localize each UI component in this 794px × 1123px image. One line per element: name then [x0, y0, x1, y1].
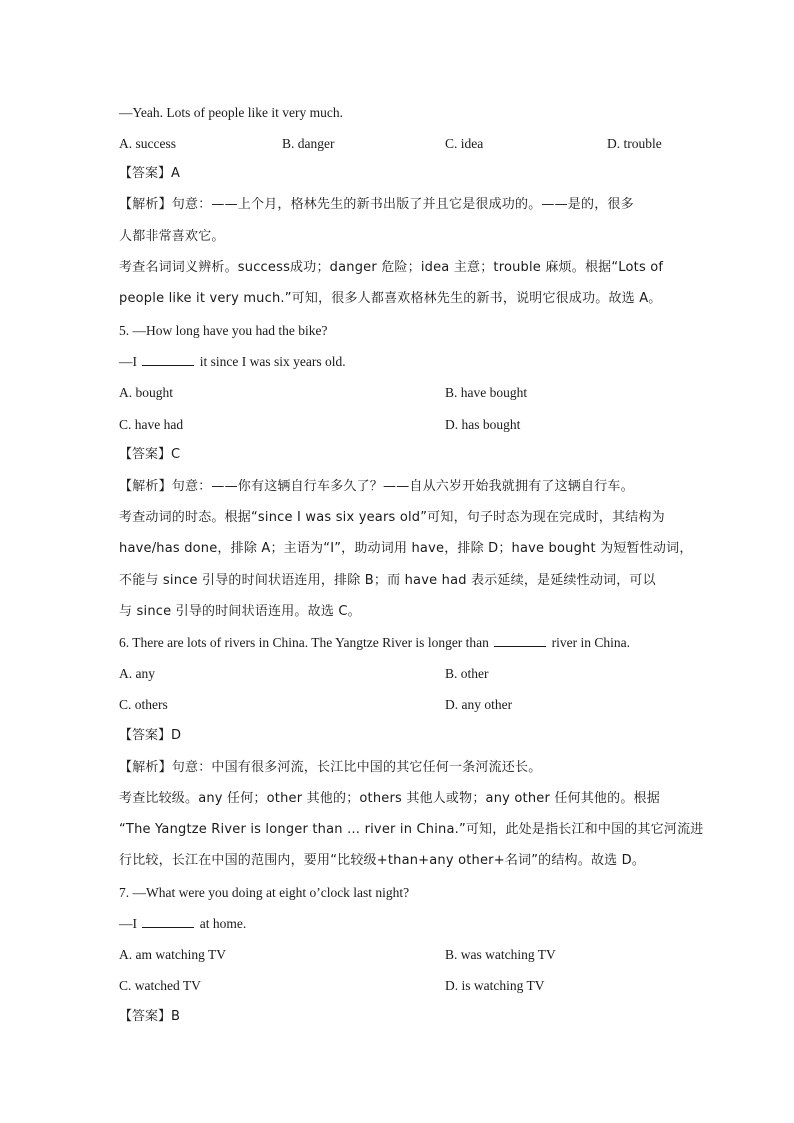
q4-dialog-b: —Yeah. Lots of people like it very much.	[119, 105, 343, 120]
q4-analysis-line: people like it very much.”可知，很多人都喜欢格林先生的新书，说明它很成功。故选 A。	[119, 291, 662, 306]
q4-analysis-line: 【解析】句意：——上个月，格林先生的新书出版了并且它是很成功的。——是的，很多	[119, 197, 634, 212]
q6-analysis-line: 考查比较级。any 任何；other 其他的；others 其他人或物；any other 任何其他的。根据	[119, 791, 660, 806]
q7-dialog-b-post: at home.	[199, 916, 247, 931]
q4-answer: 【答案】A	[119, 166, 180, 181]
q6-stem-pre: 6. There are lots of rivers in China. The Yangtze River is longer than	[119, 635, 489, 650]
q6-analysis-line: “The Yangtze River is longer than … river in China.”可知，此处是指长江和中国的其它河流进	[119, 822, 704, 837]
q6-blank	[494, 635, 546, 647]
q7-blank	[142, 916, 194, 928]
q6-analysis-line: 行比较，长江在中国的范围内，要用“比较级+than+any other+名词”的结构。故选 D。	[119, 853, 646, 868]
q5-stem: 5. —How long have you had the bike?	[119, 323, 328, 338]
q6-stem-post: river in China.	[551, 635, 631, 650]
q4-option-a: A. success	[119, 136, 176, 151]
q6-option-d: D. any other	[445, 697, 513, 712]
q5-analysis-line: 【解析】句意：——你有这辆自行车多久了？——自从六岁开始我就拥有了这辆自行车。	[119, 479, 634, 494]
q6-option-b: B. other	[445, 666, 489, 681]
q5-analysis-line: have/has done，排除 A；主语为“I”，助动词用 have，排除 D；have bought 为短暂性动词，	[119, 541, 693, 556]
q5-dialog-b	[119, 353, 346, 371]
q5-option-b: B. have bought	[445, 385, 528, 400]
q7-answer: 【答案】B	[119, 1009, 180, 1024]
q7-option-d: D. is watching TV	[445, 978, 545, 993]
q4-option-b: B. danger	[282, 136, 335, 151]
q6-analysis-line: 【解析】句意：中国有很多河流，长江比中国的其它任何一条河流还长。	[119, 760, 542, 775]
q4-option-d: D. trouble	[607, 136, 662, 151]
q5-analysis-line: 考查动词的时态。根据“since I was six years old”可知，句子时态为现在完成时，其结构为	[119, 510, 665, 525]
q7-stem: 7. —What were you doing at eight o’clock last night?	[119, 885, 410, 900]
q7-option-c: C. watched TV	[119, 978, 201, 993]
q5-option-c: C. have had	[119, 417, 184, 432]
q5-analysis-line: 与 since 引导的时间状语连用。故选 C。	[119, 604, 361, 619]
q7-dialog-b	[119, 915, 246, 933]
q5-answer: 【答案】C	[119, 447, 181, 462]
q5-analysis-line: 不能与 since 引导的时间状语连用，排除 B；而 have had 表示延续，是延续性动词，可以	[119, 573, 656, 588]
q5-option-a: A. bought	[119, 385, 173, 400]
q6-answer: 【答案】D	[119, 728, 182, 743]
q4-analysis-line: 人都非常喜欢它。	[119, 229, 225, 244]
q4-analysis-line: 考查名词词义辨析。success成功；danger 危险；idea 主意；trouble 麻烦。根据“Lots of	[119, 260, 664, 275]
q6-stem	[119, 634, 630, 652]
q7-option-a: A. am watching TV	[119, 947, 226, 962]
q6-option-c: C. others	[119, 697, 168, 712]
q5-option-d: D. has bought	[445, 417, 521, 432]
q5-dialog-b-post: it since I was six years old.	[199, 354, 346, 369]
q7-dialog-b-pre: —I	[119, 916, 137, 931]
q7-option-b: B. was watching TV	[445, 947, 556, 962]
q6-option-a: A. any	[119, 666, 155, 681]
q5-dialog-b-pre: —I	[119, 354, 137, 369]
q4-option-c: C. idea	[445, 136, 484, 151]
q5-blank	[142, 354, 194, 366]
